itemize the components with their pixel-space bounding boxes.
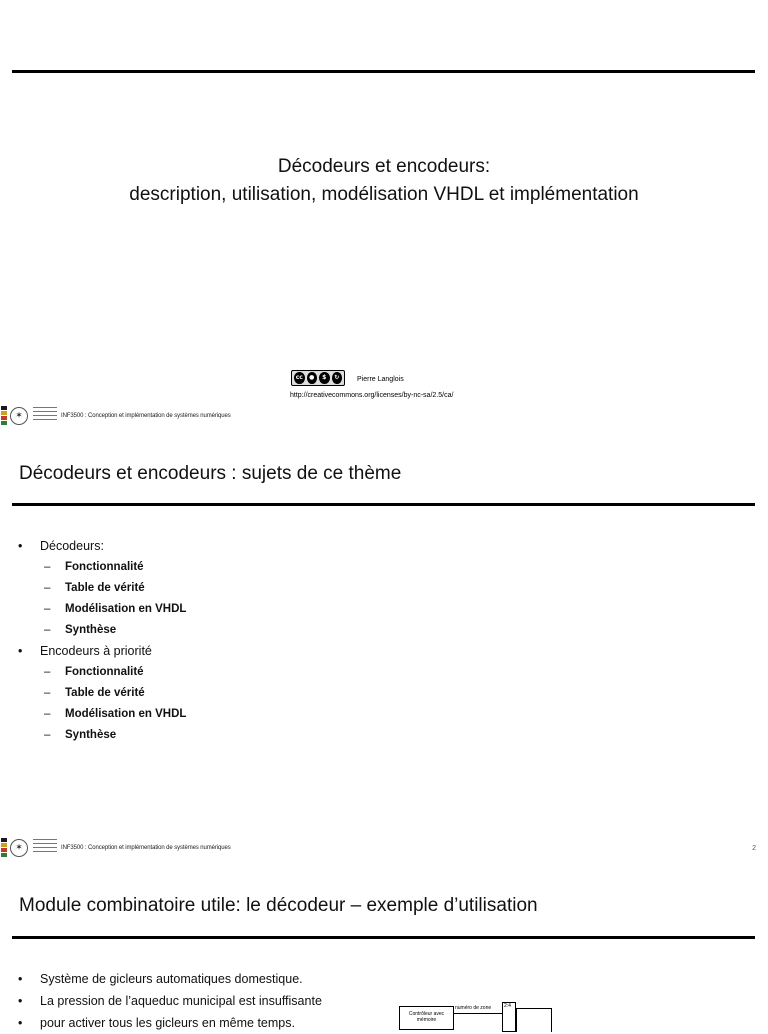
sub-item: – Modélisation en VHDL <box>40 704 186 725</box>
list-item: • Système de gicleurs automatiques domestique. <box>18 968 322 990</box>
polytechnique-logo-bars <box>1 406 7 428</box>
sprinkler-outputs <box>516 1008 552 1032</box>
slide-decoder-example <box>0 864 768 1030</box>
course-footer-text: INF3500 : Conception et implémentation de systèmes numériques <box>61 845 231 851</box>
bullet-label: Décodeurs: <box>40 539 104 553</box>
main-title-line-1: Décodeurs et encodeurs: <box>277 156 491 177</box>
header-rule <box>12 936 755 939</box>
topic-list <box>18 536 186 746</box>
list-item <box>18 641 186 746</box>
header-rule <box>12 503 755 506</box>
polytechnique-logo-text <box>33 407 57 423</box>
polytechnique-emblem-icon: ✶ <box>10 839 28 857</box>
nc-icon: $ <box>319 372 330 384</box>
zone-wire-label: numéro de zone <box>455 1005 492 1011</box>
sub-item: – Fonctionnalité <box>40 557 186 578</box>
sub-item: – Fonctionnalité <box>40 662 186 683</box>
polytechnique-logo-bars <box>1 838 7 860</box>
polytechnique-emblem-icon: ✶ <box>10 407 28 425</box>
list-item: • La pression de l’aqueduc municipal est insuffisante <box>18 990 322 1012</box>
sub-item: – Table de vérité <box>40 683 186 704</box>
slide-heading: Décodeurs et encodeurs : sujets de ce thème <box>19 463 402 484</box>
decoder-box: 2:4 <box>502 1002 516 1032</box>
slide-title-page <box>0 0 768 432</box>
sub-item: – Table de vérité <box>40 578 186 599</box>
controller-label-line-1: Contrôleur avec <box>408 1011 445 1017</box>
controller-label-line-2: mémoire <box>416 1017 437 1023</box>
polytechnique-logo-text <box>33 839 57 855</box>
sub-item: – Synthèse <box>40 620 186 641</box>
slide-topics <box>0 432 768 864</box>
zone-wire <box>454 1013 502 1014</box>
license-author: Pierre Langlois <box>357 376 404 383</box>
list-item-continuation: • pour activer tous les gicleurs en même temps. <box>18 1012 322 1034</box>
sub-item: – Modélisation en VHDL <box>40 599 186 620</box>
by-icon: ● <box>307 372 318 384</box>
slide-footer <box>0 836 768 862</box>
slide-heading: Module combinatoire utile: le décodeur – exemple d’utilisation <box>19 895 538 916</box>
page-number: 2 <box>752 845 756 852</box>
course-footer-text: INF3500 : Conception et implémentation de systèmes numériques <box>61 413 231 419</box>
cc-license-badge[interactable] <box>291 370 345 386</box>
license-url[interactable]: http://creativecommons.org/licenses/by-nc-sa/2.5/ca/ <box>290 392 454 399</box>
slide-footer <box>0 404 768 430</box>
sub-list <box>40 662 186 746</box>
sprinkler-diagram <box>397 1002 557 1032</box>
bullet-label: Encodeurs à priorité <box>40 644 152 658</box>
main-title-line-2: description, utilisation, modélisation VHDL et implémentation <box>129 184 639 205</box>
cc-icon: cc <box>294 372 305 384</box>
controller-box <box>399 1006 454 1030</box>
sub-list <box>40 557 186 641</box>
header-rule <box>12 70 755 73</box>
sa-icon: ↻ <box>332 372 343 384</box>
example-list <box>18 968 322 1034</box>
sub-item: – Synthèse <box>40 725 186 746</box>
list-item <box>18 536 186 641</box>
